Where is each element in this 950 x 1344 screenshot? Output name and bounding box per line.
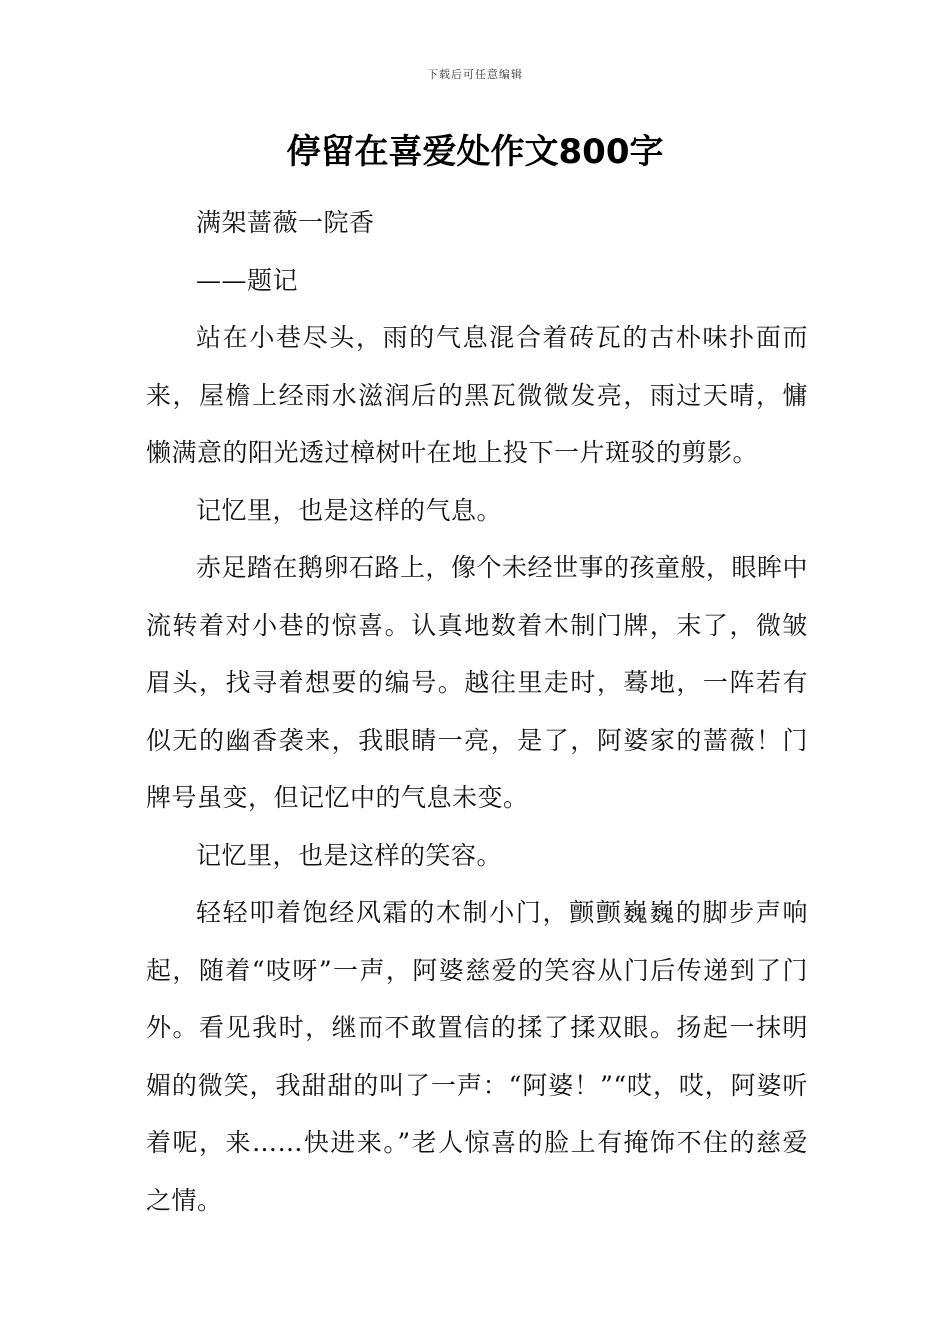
paragraph: 记忆里，也是这样的笑容。: [196, 840, 503, 870]
paragraph-epigraph: 满架蔷薇一院香: [196, 208, 375, 237]
document-title: 停留在喜爱处作文800字: [286, 132, 664, 172]
header-note: 下载后可任意编辑: [427, 68, 523, 81]
paragraph-epigraph-note: ——题记: [196, 265, 299, 295]
paragraph: 记忆里，也是这样的气息。: [196, 495, 503, 525]
document-body: [146, 194, 808, 1229]
paragraph: 轻轻叩着饱经风霜的木制小门，颤颤巍巍的脚步声响起，随着“吱呀”一声，阿婆慈爱的笑容从门后传递到了门外。看见我时，继而不敢置信的揉了揉双眼。扬起一抹明媚的微笑，我甜甜的叫了一声：“阿婆！”“哎，哎，阿婆听着呢，来……快进来。”老人惊喜的脸上有掩饰不住的慈爱之情。: [146, 898, 808, 1215]
paragraph: 站在小巷尽头，雨的气息混合着砖瓦的古朴味扑面而来，屋檐上经雨水滋润后的黑瓦微微发亮，雨过天晴，慵懒满意的阳光透过樟树叶在地上投下一片斑驳的剪影。: [146, 323, 808, 467]
paragraph: 赤足踏在鹅卵石路上，像个未经世事的孩童般，眼眸中流转着对小巷的惊喜。认真地数着木制门牌，末了，微皱眉头，找寻着想要的编号。越往里走时，蓦地，一阵若有似无的幽香袭来，我眼睛一亮，是了，阿婆家的蔷薇！门牌号虽变，但记忆中的气息未变。: [146, 553, 809, 812]
